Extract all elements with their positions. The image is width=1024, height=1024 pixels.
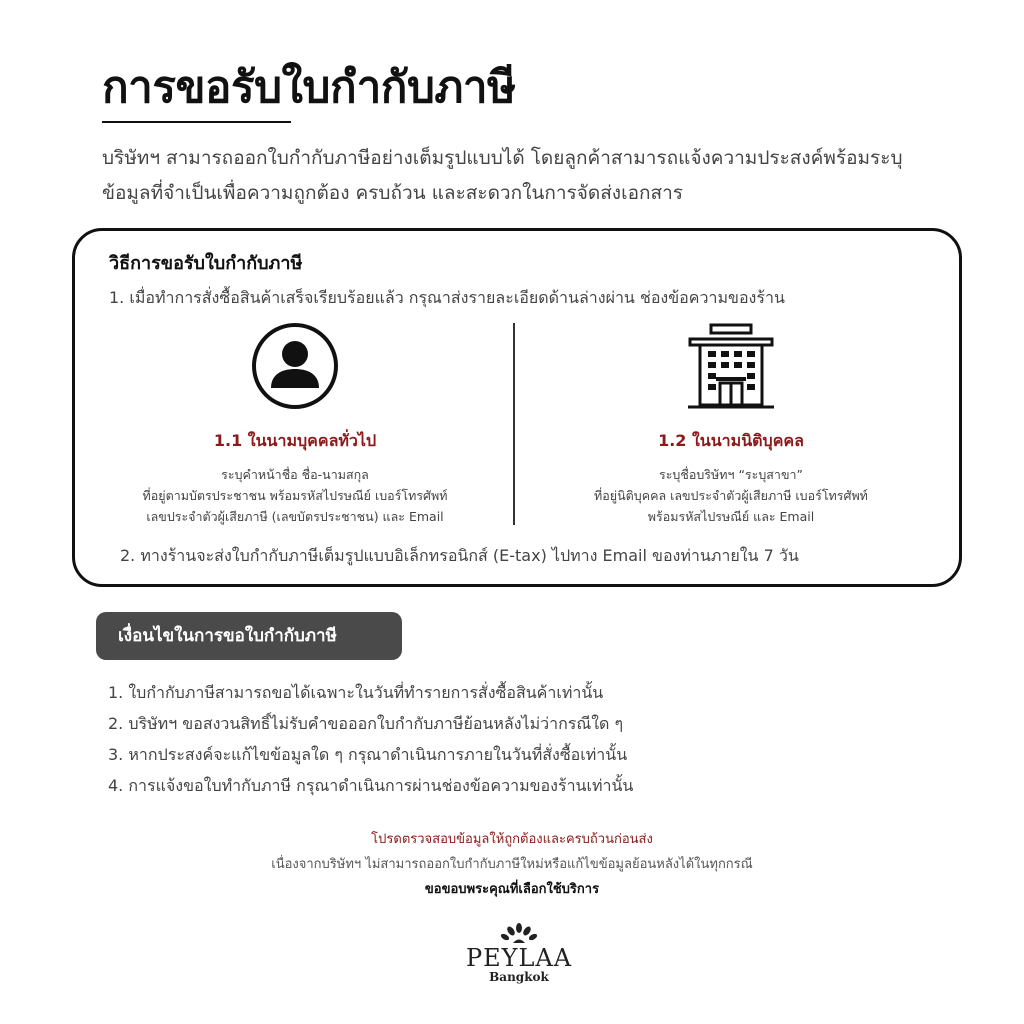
method-box <box>72 228 962 587</box>
method-step-2: 2. ทางร้านจะส่งใบกำกับภาษีเต็มรูปแบบอิเล็กทรอนิกส์ (E-tax) ไปทาง Email ของท่านภายใน 7 วัน <box>120 546 799 565</box>
company-column <box>521 321 941 527</box>
individual-column <box>85 321 505 527</box>
company-line: พร้อมรหัสไปรษณีย์ และ Email <box>647 509 815 524</box>
individual-line: ที่อยู่ตามบัตรประชาชน พร้อมรหัสไปรษณีย์ เบอร์โทรศัพท์ <box>142 488 448 503</box>
conditions-list <box>108 677 633 801</box>
title-underline <box>102 121 291 123</box>
company-line: ที่อยู่นิติบุคคล เลขประจำตัวผู้เสียภาษี เบอร์โทรศัพท์ <box>594 488 868 503</box>
company-details <box>521 464 941 527</box>
condition-item: 2. บริษัทฯ ขอสงวนสิทธิ์ไม่รับคำขอออกใบกำกับภาษีย้อนหลังไม่ว่ากรณีใด ๆ <box>108 714 624 733</box>
column-divider <box>513 323 515 525</box>
intro-paragraph <box>102 141 972 211</box>
brand-city: Bangkok <box>489 970 549 984</box>
brand-logo <box>462 922 576 984</box>
person-icon <box>250 321 340 411</box>
page-title: การขอรับใบกำกับภาษี <box>102 62 516 113</box>
company-line: ระบุชื่อบริษัทฯ “ระบุสาขา” <box>658 467 803 482</box>
condition-item: 3. หากประสงค์จะแก้ไขข้อมูลใด ๆ กรุณาดำเนินการภายในวันที่สั่งซื้อเท่านั้น <box>108 745 628 764</box>
method-title: วิธีการขอรับใบกำกับภาษี <box>109 253 303 274</box>
notice-thanks: ขอขอบพระคุณที่เลือกใช้บริการ <box>424 882 600 897</box>
individual-line: ระบุคำหน้าชื่อ ชื่อ-นามสกุล <box>221 467 369 482</box>
individual-details <box>85 464 505 527</box>
company-heading: 1.2 ในนามนิติบุคคล <box>658 431 804 450</box>
brand-name: PEYLAA <box>465 944 573 972</box>
building-icon <box>686 321 776 411</box>
notice-check-data: โปรดตรวจสอบข้อมูลให้ถูกต้องและครบถ้วนก่อนส่ง <box>371 832 653 847</box>
condition-item: 4. การแจ้งขอใบทำกับภาษี กรุณาดำเนินการผ่านช่องข้อความของร้านเท่านั้น <box>108 776 634 795</box>
individual-heading: 1.1 ในนามบุคคลทั่วไป <box>213 431 377 450</box>
conditions-title: เงื่อนไขในการขอใบกำกับภาษี <box>96 612 402 660</box>
intro-line-1: บริษัทฯ สามารถออกใบกำกับภาษีอย่างเต็มรูปแบบได้ โดยลูกค้าสามารถแจ้งความประสงค์พร้อมระบุ <box>102 147 903 169</box>
condition-item: 1. ใบกำกับภาษีสามารถขอได้เฉพาะในวันที่ทำรายการสั่งซื้อสินค้าเท่านั้น <box>108 683 604 702</box>
individual-line: เลขประจำตัวผู้เสียภาษี (เลขบัตรประชาชน) และ Email <box>146 509 444 524</box>
method-step-1: 1. เมื่อทำการสั่งซื้อสินค้าเสร็จเรียบร้อยแล้ว กรุณาส่งรายละเอียดด้านล่างผ่าน ช่องข้อความของร้าน <box>109 288 785 307</box>
intro-line-2: ข้อมูลที่จำเป็นเพื่อความถูกต้อง ครบถ้วน และสะดวกในการจัดส่งเอกสาร <box>102 182 683 204</box>
notice-no-reissue: เนื่องจากบริษัทฯ ไม่สามารถออกใบกำกับภาษีใหม่หรือแก้ไขข้อมูลย้อนหลังได้ในทุกกรณี <box>271 857 753 872</box>
peacock-fan-icon <box>499 922 539 944</box>
